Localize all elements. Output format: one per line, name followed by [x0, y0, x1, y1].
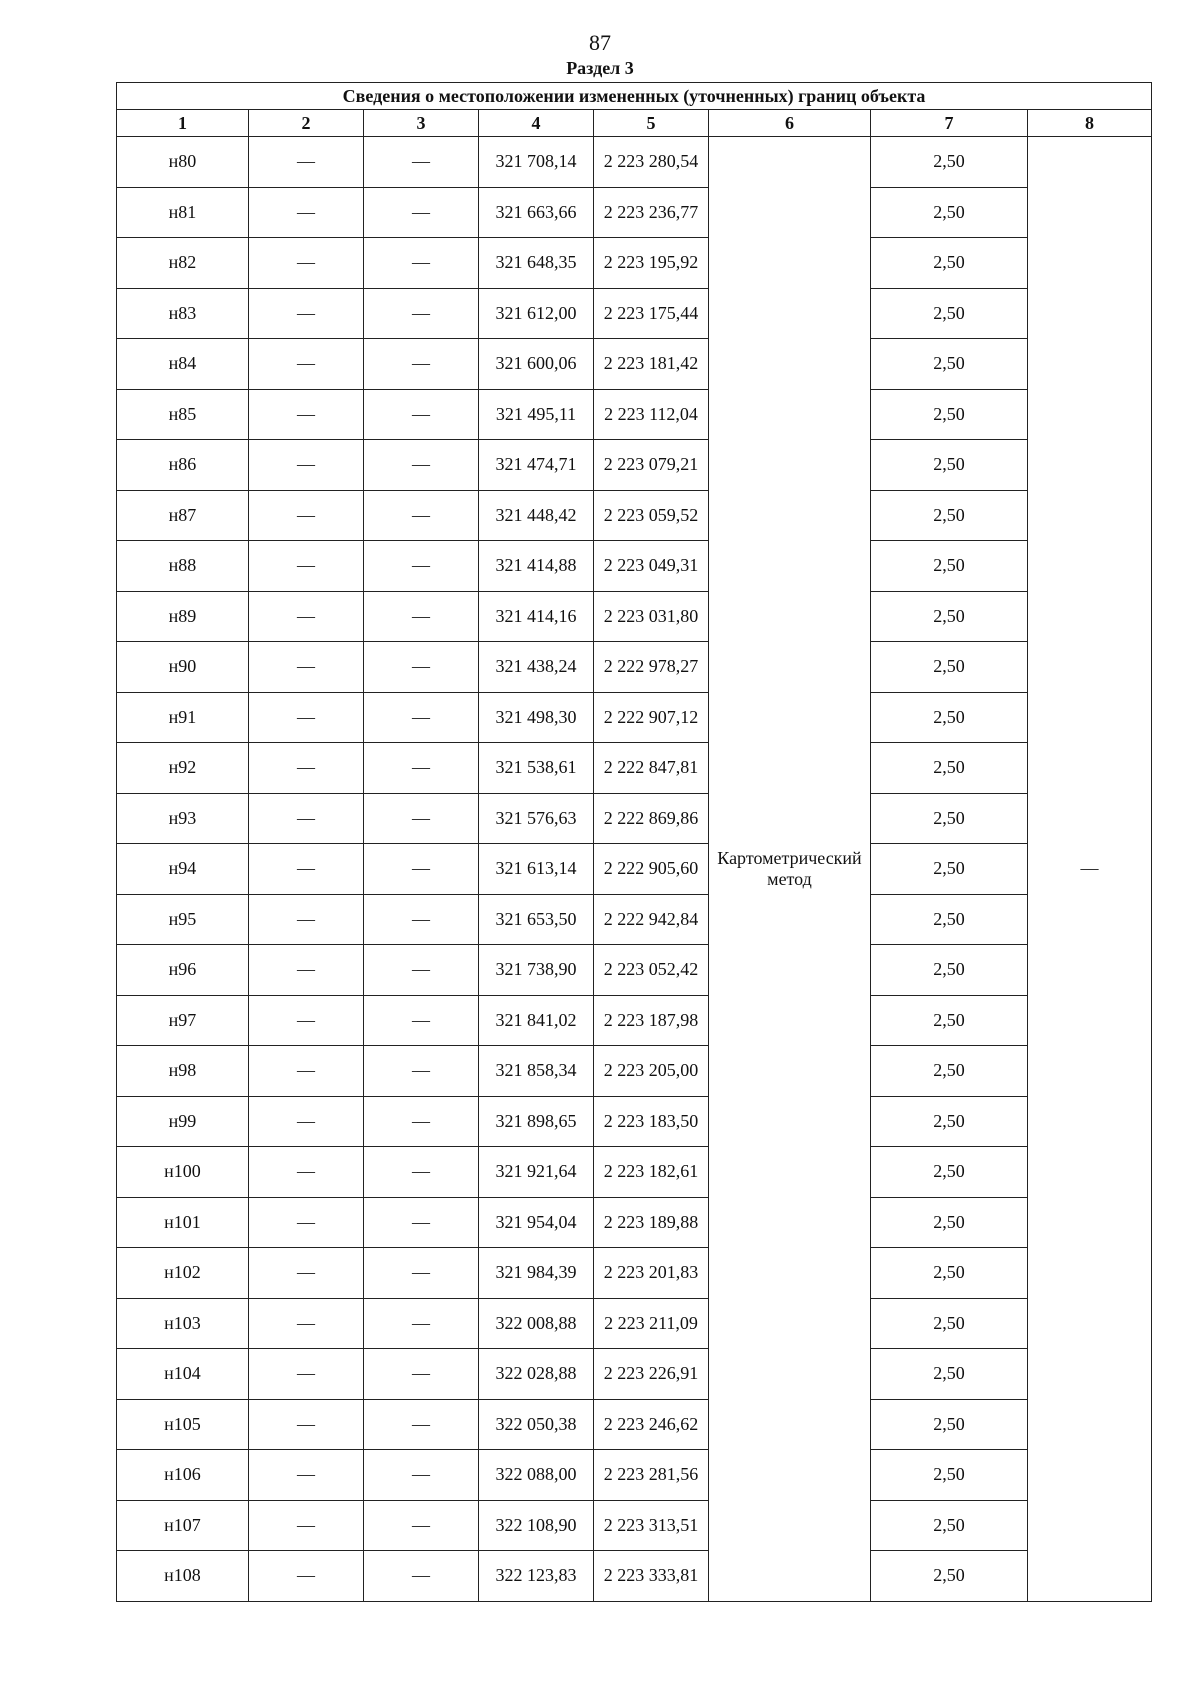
point-label-cell: н80 [117, 137, 249, 188]
point-label-cell: н105 [117, 1399, 249, 1450]
dash-cell: — [249, 995, 364, 1046]
accuracy-cell: 2,50 [871, 187, 1028, 238]
dash-cell: — [364, 793, 479, 844]
point-label-cell: н97 [117, 995, 249, 1046]
y-coordinate-cell: 2 223 059,52 [594, 490, 709, 541]
accuracy-cell: 2,50 [871, 440, 1028, 491]
accuracy-cell: 2,50 [871, 389, 1028, 440]
point-label-cell: н86 [117, 440, 249, 491]
point-label-cell: н85 [117, 389, 249, 440]
point-label-cell: н98 [117, 1046, 249, 1097]
x-coordinate-cell: 321 600,06 [479, 339, 594, 390]
table-row [117, 945, 1152, 996]
table-row [117, 238, 1152, 289]
x-coordinate-cell: 321 708,14 [479, 137, 594, 188]
dash-cell: — [249, 945, 364, 996]
dash-cell: — [249, 187, 364, 238]
accuracy-cell: 2,50 [871, 1399, 1028, 1450]
accuracy-cell: 2,50 [871, 541, 1028, 592]
point-label-cell: н100 [117, 1147, 249, 1198]
x-coordinate-cell: 322 123,83 [479, 1551, 594, 1602]
dash-cell: — [364, 440, 479, 491]
dash-cell: — [249, 389, 364, 440]
dash-cell: — [364, 945, 479, 996]
table-row [117, 995, 1152, 1046]
column-header: 1 [117, 110, 249, 137]
y-coordinate-cell: 2 223 112,04 [594, 389, 709, 440]
y-coordinate-cell: 2 222 907,12 [594, 692, 709, 743]
accuracy-cell: 2,50 [871, 793, 1028, 844]
dash-cell: — [364, 490, 479, 541]
dash-cell: — [249, 1197, 364, 1248]
table-row [117, 1349, 1152, 1400]
dash-cell: — [249, 1399, 364, 1450]
point-label-cell: н82 [117, 238, 249, 289]
point-label-cell: н102 [117, 1248, 249, 1299]
table-body [117, 137, 1152, 1602]
point-label-cell: н88 [117, 541, 249, 592]
y-coordinate-cell: 2 223 236,77 [594, 187, 709, 238]
x-coordinate-cell: 321 858,34 [479, 1046, 594, 1097]
dash-cell: — [364, 1450, 479, 1501]
accuracy-cell: 2,50 [871, 1349, 1028, 1400]
y-coordinate-cell: 2 223 079,21 [594, 440, 709, 491]
dash-cell: — [364, 591, 479, 642]
dash-cell: — [249, 1349, 364, 1400]
dash-cell: — [364, 743, 479, 794]
x-coordinate-cell: 321 663,66 [479, 187, 594, 238]
accuracy-cell: 2,50 [871, 945, 1028, 996]
dash-cell: — [249, 642, 364, 693]
table-row [117, 894, 1152, 945]
point-label-cell: н94 [117, 844, 249, 895]
dash-cell: — [249, 793, 364, 844]
accuracy-cell: 2,50 [871, 1046, 1028, 1097]
dash-cell: — [249, 1500, 364, 1551]
x-coordinate-cell: 321 984,39 [479, 1248, 594, 1299]
dash-cell: — [249, 844, 364, 895]
table-row [117, 793, 1152, 844]
table-row [117, 844, 1152, 895]
accuracy-cell: 2,50 [871, 1147, 1028, 1198]
y-coordinate-cell: 2 223 175,44 [594, 288, 709, 339]
x-coordinate-cell: 321 653,50 [479, 894, 594, 945]
dash-cell: — [364, 1197, 479, 1248]
dash-cell: — [249, 490, 364, 541]
table-row [117, 339, 1152, 390]
table-row [117, 642, 1152, 693]
table-row [117, 1298, 1152, 1349]
y-coordinate-cell: 2 223 226,91 [594, 1349, 709, 1400]
table-row [117, 1096, 1152, 1147]
y-coordinate-cell: 2 223 246,62 [594, 1399, 709, 1450]
table-row [117, 1248, 1152, 1299]
y-coordinate-cell: 2 223 189,88 [594, 1197, 709, 1248]
point-label-cell: н103 [117, 1298, 249, 1349]
x-coordinate-cell: 321 612,00 [479, 288, 594, 339]
dash-cell: — [249, 1298, 364, 1349]
y-coordinate-cell: 2 222 869,86 [594, 793, 709, 844]
x-coordinate-cell: 321 448,42 [479, 490, 594, 541]
point-label-cell: н84 [117, 339, 249, 390]
table-row [117, 1450, 1152, 1501]
dash-cell: — [249, 137, 364, 188]
dash-cell: — [249, 1096, 364, 1147]
x-coordinate-cell: 322 108,90 [479, 1500, 594, 1551]
section-title: Раздел 3 [566, 58, 634, 78]
dash-cell: — [249, 238, 364, 289]
x-coordinate-cell: 321 738,90 [479, 945, 594, 996]
y-coordinate-cell: 2 223 280,54 [594, 137, 709, 188]
table-title: Сведения о местоположении измененных (уточненных) границ объекта [117, 83, 1152, 110]
point-label-cell: н101 [117, 1197, 249, 1248]
accuracy-cell: 2,50 [871, 1450, 1028, 1501]
column-header: 8 [1028, 110, 1152, 137]
y-coordinate-cell: 2 223 201,83 [594, 1248, 709, 1299]
point-label-cell: н81 [117, 187, 249, 238]
page-number: 87 [589, 30, 611, 55]
table-row [117, 591, 1152, 642]
dash-cell: — [364, 1298, 479, 1349]
x-coordinate-cell: 321 498,30 [479, 692, 594, 743]
dash-cell: — [364, 137, 479, 188]
accuracy-cell: 2,50 [871, 1298, 1028, 1349]
accuracy-cell: 2,50 [871, 692, 1028, 743]
x-coordinate-cell: 321 576,63 [479, 793, 594, 844]
x-coordinate-cell: 321 648,35 [479, 238, 594, 289]
point-label-cell: н96 [117, 945, 249, 996]
dash-cell: — [249, 894, 364, 945]
point-label-cell: н99 [117, 1096, 249, 1147]
dash-cell: — [249, 1046, 364, 1097]
x-coordinate-cell: 321 495,11 [479, 389, 594, 440]
accuracy-cell: 2,50 [871, 743, 1028, 794]
accuracy-cell: 2,50 [871, 288, 1028, 339]
y-coordinate-cell: 2 223 211,09 [594, 1298, 709, 1349]
table-row [117, 1399, 1152, 1450]
accuracy-cell: 2,50 [871, 995, 1028, 1046]
x-coordinate-cell: 321 841,02 [479, 995, 594, 1046]
dash-cell: — [249, 1147, 364, 1198]
point-label-cell: н83 [117, 288, 249, 339]
y-coordinate-cell: 2 223 195,92 [594, 238, 709, 289]
dash-cell: — [249, 743, 364, 794]
accuracy-cell: 2,50 [871, 894, 1028, 945]
y-coordinate-cell: 2 223 052,42 [594, 945, 709, 996]
table-row [117, 1147, 1152, 1198]
accuracy-cell: 2,50 [871, 844, 1028, 895]
x-coordinate-cell: 321 613,14 [479, 844, 594, 895]
table-row [117, 1046, 1152, 1097]
accuracy-cell: 2,50 [871, 1096, 1028, 1147]
point-label-cell: н95 [117, 894, 249, 945]
point-label-cell: н92 [117, 743, 249, 794]
x-coordinate-cell: 321 538,61 [479, 743, 594, 794]
x-coordinate-cell: 322 088,00 [479, 1450, 594, 1501]
point-label-cell: н107 [117, 1500, 249, 1551]
point-label-cell: н104 [117, 1349, 249, 1400]
dash-cell: — [249, 440, 364, 491]
x-coordinate-cell: 321 474,71 [479, 440, 594, 491]
dash-cell: — [364, 187, 479, 238]
table-row [117, 389, 1152, 440]
table-row [117, 1551, 1152, 1602]
dash-cell: — [249, 1450, 364, 1501]
point-label-cell: н87 [117, 490, 249, 541]
y-coordinate-cell: 2 223 182,61 [594, 1147, 709, 1198]
y-coordinate-cell: 2 223 049,31 [594, 541, 709, 592]
dash-cell: — [364, 642, 479, 693]
accuracy-cell: 2,50 [871, 238, 1028, 289]
table-row [117, 288, 1152, 339]
y-coordinate-cell: 2 223 181,42 [594, 339, 709, 390]
accuracy-cell: 2,50 [871, 490, 1028, 541]
dash-cell: — [364, 541, 479, 592]
x-coordinate-cell: 321 414,16 [479, 591, 594, 642]
dash-cell: — [249, 692, 364, 743]
dash-cell: — [249, 1248, 364, 1299]
table-row [117, 490, 1152, 541]
y-coordinate-cell: 2 222 978,27 [594, 642, 709, 693]
dash-cell: — [364, 389, 479, 440]
y-coordinate-cell: 2 222 942,84 [594, 894, 709, 945]
column-header: 2 [249, 110, 364, 137]
x-coordinate-cell: 321 438,24 [479, 642, 594, 693]
y-coordinate-cell: 2 222 905,60 [594, 844, 709, 895]
dash-cell: — [249, 339, 364, 390]
x-coordinate-cell: 322 050,38 [479, 1399, 594, 1450]
point-label-cell: н108 [117, 1551, 249, 1602]
column-header: 6 [709, 110, 871, 137]
accuracy-cell: 2,50 [871, 1248, 1028, 1299]
dash-cell: — [364, 1500, 479, 1551]
column-header: 5 [594, 110, 709, 137]
dash-cell: — [364, 1399, 479, 1450]
y-coordinate-cell: 2 223 281,56 [594, 1450, 709, 1501]
column-header: 3 [364, 110, 479, 137]
x-coordinate-cell: 321 898,65 [479, 1096, 594, 1147]
table-row [117, 692, 1152, 743]
point-label-cell: н91 [117, 692, 249, 743]
dash-cell: — [249, 541, 364, 592]
column-header: 7 [871, 110, 1028, 137]
dash-cell: — [364, 692, 479, 743]
column-8-cell: — [1028, 137, 1152, 1602]
table-row [117, 1500, 1152, 1551]
accuracy-cell: 2,50 [871, 339, 1028, 390]
point-label-cell: н93 [117, 793, 249, 844]
point-label-cell: н89 [117, 591, 249, 642]
dash-cell: — [364, 1248, 479, 1299]
y-coordinate-cell: 2 223 183,50 [594, 1096, 709, 1147]
x-coordinate-cell: 321 414,88 [479, 541, 594, 592]
accuracy-cell: 2,50 [871, 591, 1028, 642]
method-cell: Картометрический метод [709, 137, 871, 1602]
table-row [117, 743, 1152, 794]
dash-cell: — [364, 1551, 479, 1602]
accuracy-cell: 2,50 [871, 1551, 1028, 1602]
y-coordinate-cell: 2 223 313,51 [594, 1500, 709, 1551]
table-row [117, 1197, 1152, 1248]
dash-cell: — [249, 1551, 364, 1602]
dash-cell: — [364, 844, 479, 895]
table-row [117, 541, 1152, 592]
coordinates-table [116, 82, 1152, 1602]
y-coordinate-cell: 2 222 847,81 [594, 743, 709, 794]
table-row [117, 187, 1152, 238]
dash-cell: — [364, 1147, 479, 1198]
table-row [117, 137, 1152, 188]
dash-cell: — [364, 995, 479, 1046]
dash-cell: — [249, 591, 364, 642]
column-header: 4 [479, 110, 594, 137]
point-label-cell: н106 [117, 1450, 249, 1501]
dash-cell: — [364, 288, 479, 339]
dash-cell: — [364, 1349, 479, 1400]
x-coordinate-cell: 321 954,04 [479, 1197, 594, 1248]
table-row [117, 440, 1152, 491]
accuracy-cell: 2,50 [871, 1500, 1028, 1551]
accuracy-cell: 2,50 [871, 642, 1028, 693]
x-coordinate-cell: 322 008,88 [479, 1298, 594, 1349]
dash-cell: — [249, 288, 364, 339]
y-coordinate-cell: 2 223 031,80 [594, 591, 709, 642]
dash-cell: — [364, 1096, 479, 1147]
point-label-cell: н90 [117, 642, 249, 693]
dash-cell: — [364, 238, 479, 289]
accuracy-cell: 2,50 [871, 1197, 1028, 1248]
y-coordinate-cell: 2 223 333,81 [594, 1551, 709, 1602]
accuracy-cell: 2,50 [871, 137, 1028, 188]
y-coordinate-cell: 2 223 205,00 [594, 1046, 709, 1097]
dash-cell: — [364, 339, 479, 390]
x-coordinate-cell: 322 028,88 [479, 1349, 594, 1400]
dash-cell: — [364, 1046, 479, 1097]
y-coordinate-cell: 2 223 187,98 [594, 995, 709, 1046]
column-header-row [117, 110, 1152, 137]
dash-cell: — [364, 894, 479, 945]
x-coordinate-cell: 321 921,64 [479, 1147, 594, 1198]
